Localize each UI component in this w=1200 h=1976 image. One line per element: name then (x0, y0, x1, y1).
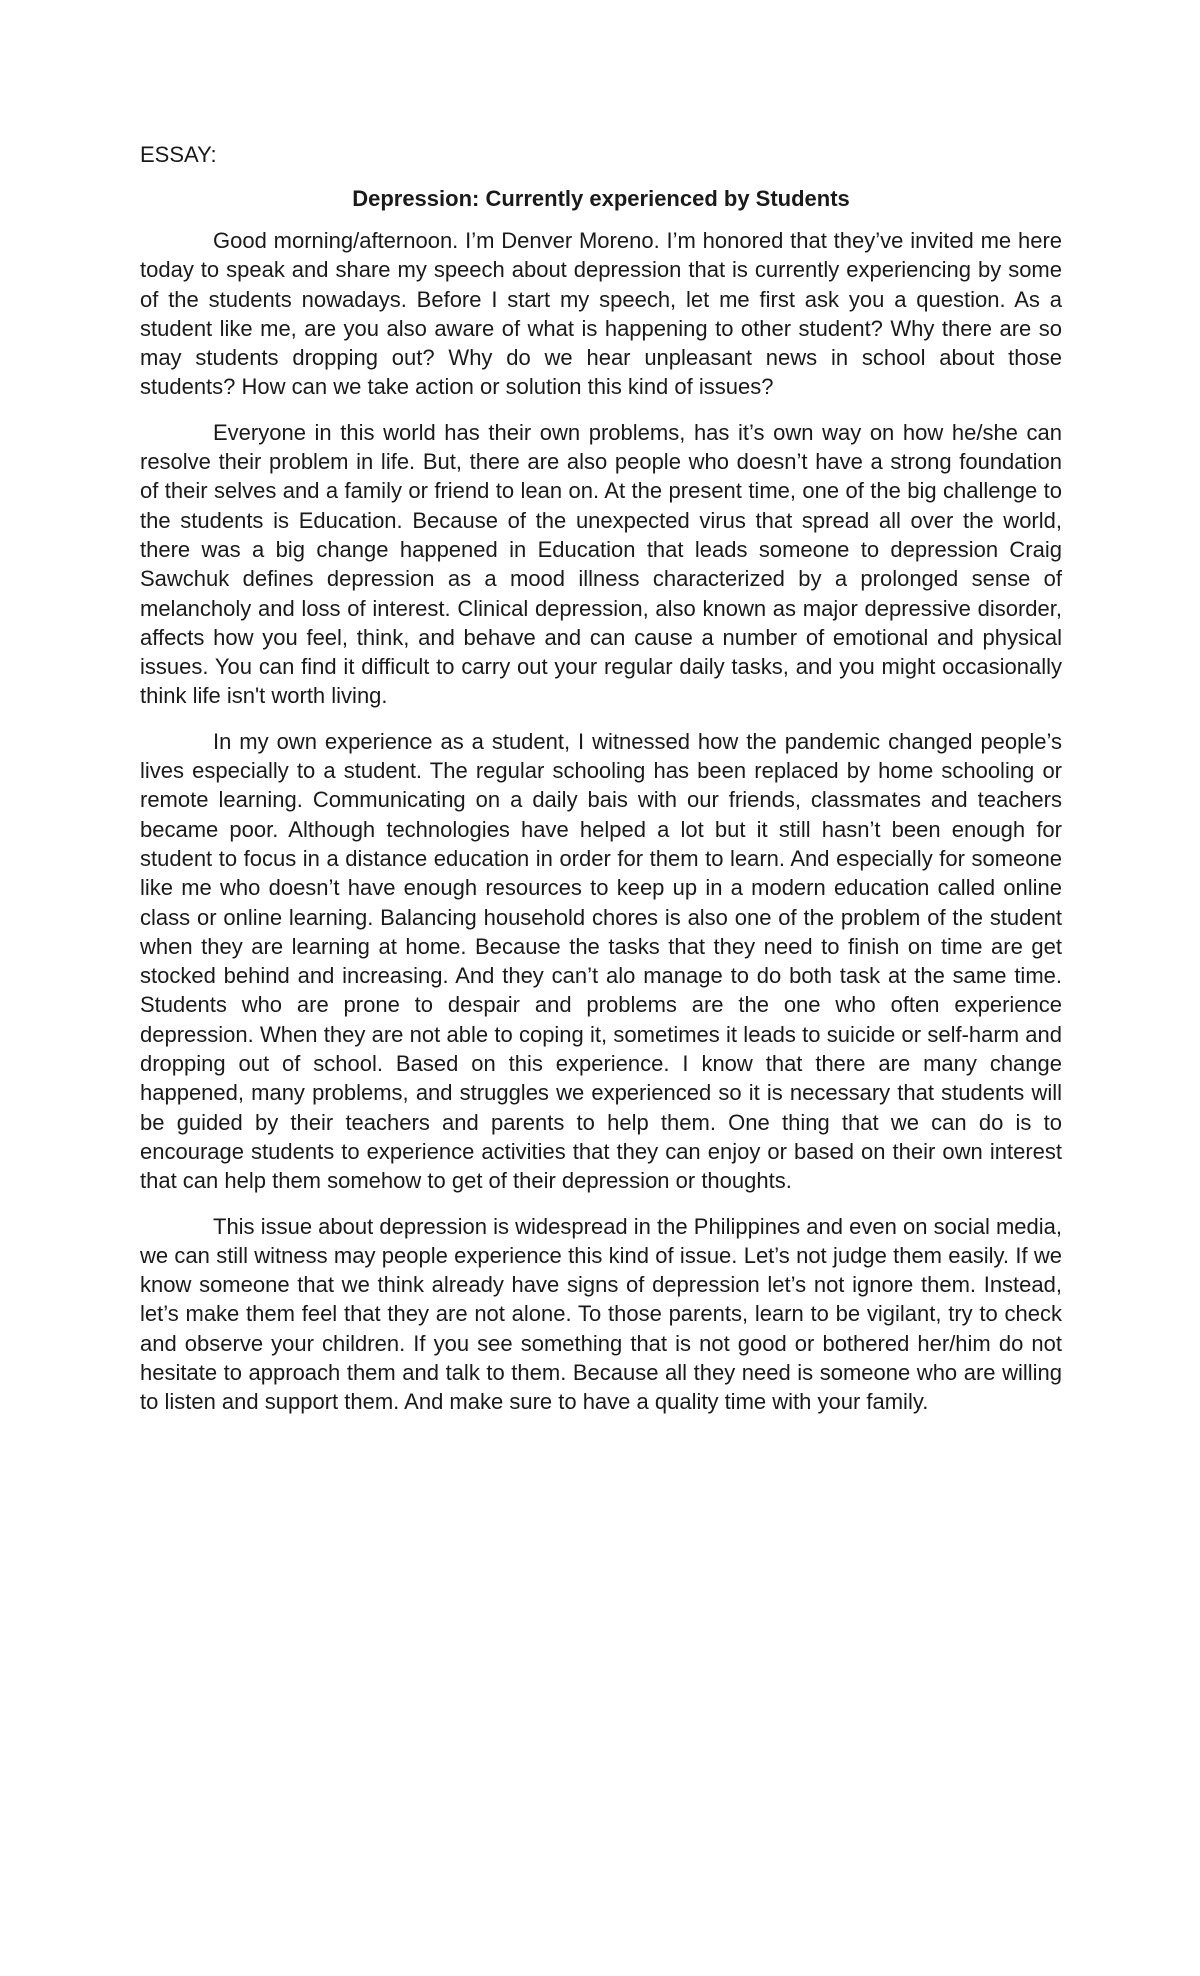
essay-paragraph-4: This issue about depression is widespread in the Philippines and even on social media, we can still witness may people experience this kind of issue. Let’s not judge them easily. If we know someone that we think already have signs of depression let’s not ignore them. Instead, let’s make them feel that they are not alone. To those parents, learn to be vigilant, try to check and observe your children. If you see something that is not good or bothered her/him do not hesitate to approach them and talk to them. Because all they need is someone who are willing to listen and support them. And make sure to have a quality time with your family. (140, 1213, 1062, 1415)
essay-label: ESSAY: (140, 142, 217, 167)
essay-paragraph-1: Good morning/afternoon. I’m Denver Moreno. I’m honored that they’ve invited me here today to speak and share my speech about depression that is currently experiencing by some of the students nowadays. Before I start my speech, let me first ask you a question. As a student like me, are you also aware of what is happening to other student? Why there are so may students dropping out? Why do we hear unpleasant news in school about those students? How can we take action or solution this kind of issues? (140, 228, 1062, 400)
essay-title: Depression: Currently experienced by Students (352, 186, 850, 211)
essay-page (140, 140, 1062, 1433)
essay-paragraph-3: In my own experience as a student, I witnessed how the pandemic changed people’s lives especially to a student. The regular schooling has been replaced by home schooling or remote learning. Communicating on a daily bais with our friends, classmates and teachers became poor. Although technologies have helped a lot but it still hasn’t been enough for student to focus in a distance education in order for them to learn. And especially for someone like me who doesn’t have enough resources to keep up in a modern education called online class or online learning. Balancing household chores is also one of the problem of the student when they are learning at home. Because the tasks that they need to finish on time are get stocked behind and increasing. And they can’t alo manage to do both task at the same time. Students who are prone to despair and problems are the one who often experience depression. When they are not able to coping it, sometimes it leads to suicide or self-harm and dropping out of school. Based on this experience. I know that there are many change happened, many problems, and struggles we experienced so it is necessary that students will be guided by their teachers and parents to help them. One thing that we can do is to encourage students to experience activities that they can enjoy or based on their own interest that can help them somehow to get of their depression or thoughts. (140, 728, 1062, 1194)
essay-paragraph-2: Everyone in this world has their own problems, has it’s own way on how he/she can resolve their problem in life. But, there are also people who doesn’t have a strong foundation of their selves and a family or friend to lean on. At the present time, one of the big challenge to the students is Education. Because of the unexpected virus that spread all over the world, there was a big change happened in Education that leads someone to depression Craig Sawchuk defines depression as a mood illness characterized by a prolonged sense of melancholy and loss of interest. Clinical depression, also known as major depressive disorder, affects how you feel, think, and behave and can cause a number of emotional and physical issues. You can find it difficult to carry out your regular daily tasks, and you might occasionally think life isn't worth living. (140, 419, 1062, 709)
